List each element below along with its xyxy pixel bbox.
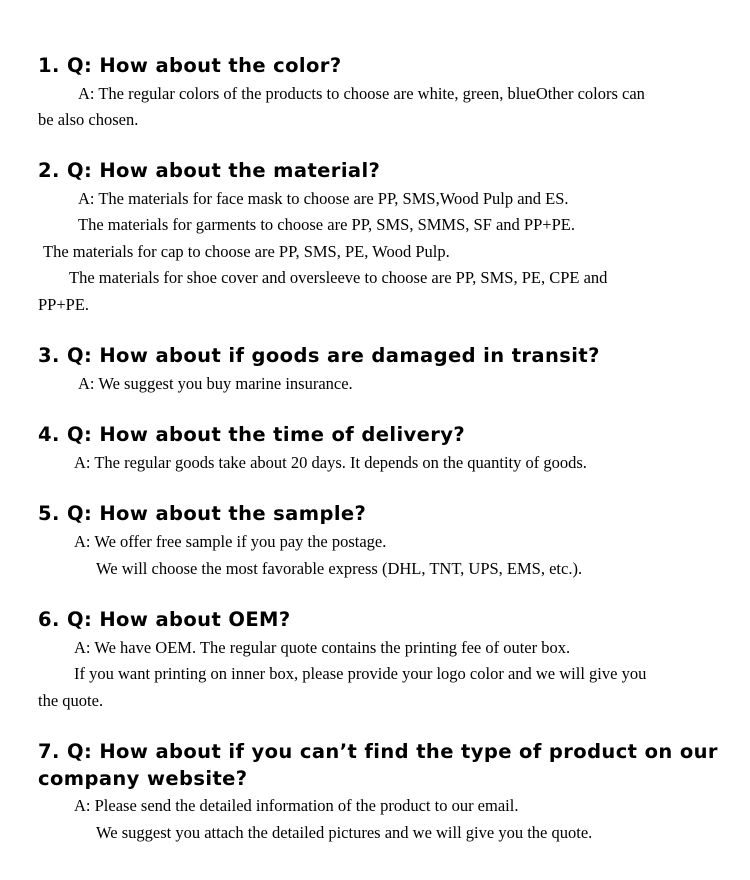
faq-answer-5-line-2: We will choose the most favorable express (DHL, TNT, UPS, EMS, etc.). bbox=[96, 559, 583, 578]
faq-question-1: 1. Q: How about the color? bbox=[38, 54, 342, 77]
faq-answer-7-line-1: A: Please send the detailed information of the product to our email. bbox=[74, 796, 519, 815]
faq-question-7: 7. Q: How about if you can’t find the type of product on our company website? bbox=[38, 740, 718, 790]
faq-answer-2-line-4: The materials for shoe cover and oversleeve to choose are PP, SMS, PE, CPE and bbox=[69, 268, 608, 287]
faq-answer-6-line-2: If you want printing on inner box, please provide your logo color and we will give you bbox=[74, 664, 647, 683]
faq-answer-5-line-1: A: We offer free sample if you pay the postage. bbox=[74, 532, 387, 551]
faq-question-6: 6. Q: How about OEM? bbox=[38, 608, 291, 631]
faq-answer-6-line-1: A: We have OEM. The regular quote contains the printing fee of outer box. bbox=[74, 638, 571, 657]
faq-answer-1-line-1: A: The regular colors of the products to choose are white, green, blueOther colors can bbox=[78, 84, 645, 103]
faq-answer-6-line-3: the quote. bbox=[38, 691, 104, 710]
faq-question-4: 4. Q: How about the time of delivery? bbox=[38, 423, 466, 446]
faq-answer-3-line-1: A: We suggest you buy marine insurance. bbox=[78, 374, 353, 393]
faq-question-2: 2. Q: How about the material? bbox=[38, 159, 381, 182]
faq-answer-1-line-2: be also chosen. bbox=[38, 110, 139, 129]
faq-question-5: 5. Q: How about the sample? bbox=[38, 502, 367, 525]
faq-answer-2-line-5: PP+PE. bbox=[38, 295, 90, 314]
faq-answer-4-line-1: A: The regular goods take about 20 days. It depends on the quantity of goods. bbox=[74, 453, 587, 472]
faq-question-3: 3. Q: How about if goods are damaged in transit? bbox=[38, 344, 600, 367]
faq-answer-7-line-2: We suggest you attach the detailed pictures and we will give you the quote. bbox=[96, 823, 593, 842]
faq-answer-2-line-2: The materials for garments to choose are PP, SMS, SMMS, SF and PP+PE. bbox=[78, 215, 575, 234]
faq-answer-2-line-3: The materials for cap to choose are PP, SMS, PE, Wood Pulp. bbox=[43, 242, 450, 261]
faq-answer-2-line-1: A: The materials for face mask to choose are PP, SMS,Wood Pulp and ES. bbox=[78, 189, 569, 208]
